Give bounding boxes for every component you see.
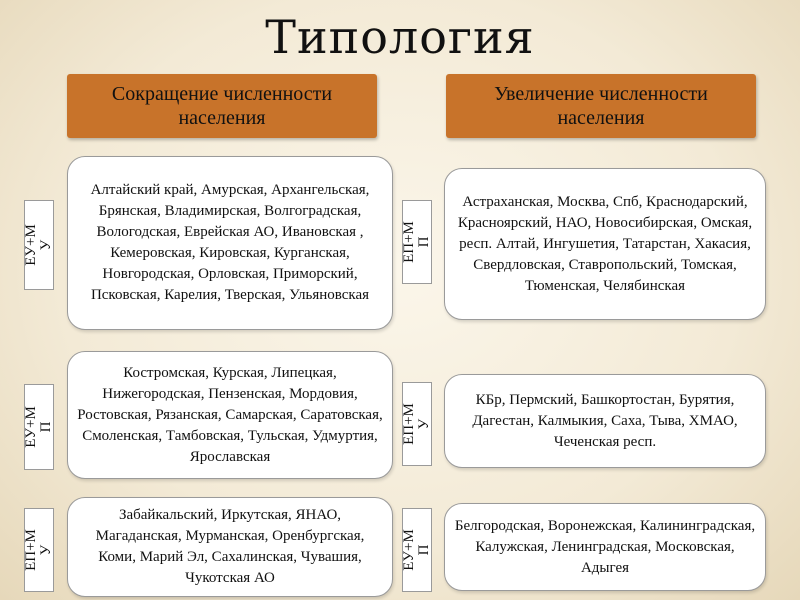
type-tag-right-1	[402, 200, 432, 284]
type-tag-left-2	[24, 384, 54, 470]
type-tag-left-2-line2: П	[38, 421, 54, 433]
region-box-left-2	[67, 351, 393, 479]
type-tag-right-2-line2: У	[416, 418, 433, 430]
type-tag-left-2-line1: ЕУ+М	[23, 406, 39, 448]
type-tag-right-3	[402, 508, 432, 592]
type-tag-left-1	[24, 200, 54, 290]
region-box-left-1	[67, 156, 393, 330]
type-tag-left-3-line2: У	[38, 544, 55, 556]
region-list-left-2: Костромская, Курская, Липецкая, Нижегородская, Пензенская, Мордовия, Ростовская, Рязанская, Самарская, Саратовская, Смоленская, Тамбовская, Тульская, Удмуртия, Ярославская	[77, 364, 383, 465]
type-tag-right-2	[402, 382, 432, 466]
region-box-left-3	[67, 497, 393, 597]
type-tag-left-1-line2: У	[38, 239, 54, 251]
region-box-right-1	[444, 168, 766, 320]
region-list-right-3: Белгородская, Воронежская, Калининградская, Калужская, Ленинградская, Московская, Адыгея	[454, 517, 756, 576]
region-list-right-2: КБр, Пермский, Башкортостан, Бурятия, Дагестан, Калмыкия, Саха, Тыва, ХМАО, Чеченская респ.	[472, 391, 738, 450]
type-tag-left-3	[24, 508, 54, 592]
type-tag-right-1-line2: П	[416, 236, 433, 248]
region-list-right-1: Астраханская, Москва, Спб, Краснодарский, Красноярский, НАО, Новосибирская, Омская, респ. Алтай, Ингушетия, Татарстан, Хакасия, Свердловская, Ставропольский, Томская, Тюменская, Челябинская	[457, 193, 753, 294]
type-tag-right-3-line2: П	[416, 544, 432, 556]
region-list-left-1: Алтайский край, Амурская, Архангельская, Брянская, Владимирская, Волгоградская, Вологодская, Еврейская АО, Ивановская , Кемеровская, Кировская, Курганская, Новгородская, Орловская, Приморский, Псковская, Карелия, Тверская, Ульяновская	[90, 182, 370, 303]
header-population-increase	[446, 74, 756, 138]
type-tag-left-1-line1: ЕУ+М	[23, 224, 39, 266]
region-box-right-2	[444, 374, 766, 468]
region-box-right-3	[444, 503, 766, 591]
type-tag-right-1-line1: ЕП+М	[401, 221, 418, 263]
header-population-decrease-label: Сокращение численности населения	[111, 83, 333, 129]
type-tag-left-3-line1: ЕП+М	[23, 529, 40, 571]
region-list-left-3: Забайкальский, Иркутская, ЯНАО, Магаданская, Мурманская, Оренбургская, Коми, Марий Эл, Сахалинская, Чувашия, Чукотская АО	[95, 507, 365, 586]
type-tag-right-2-line1: ЕП+М	[401, 403, 418, 445]
header-population-increase-label: Увеличение численности населения	[494, 83, 708, 129]
page-title: Типология	[265, 10, 535, 64]
header-population-decrease	[67, 74, 377, 138]
type-tag-right-3-line1: ЕУ+М	[401, 529, 417, 571]
